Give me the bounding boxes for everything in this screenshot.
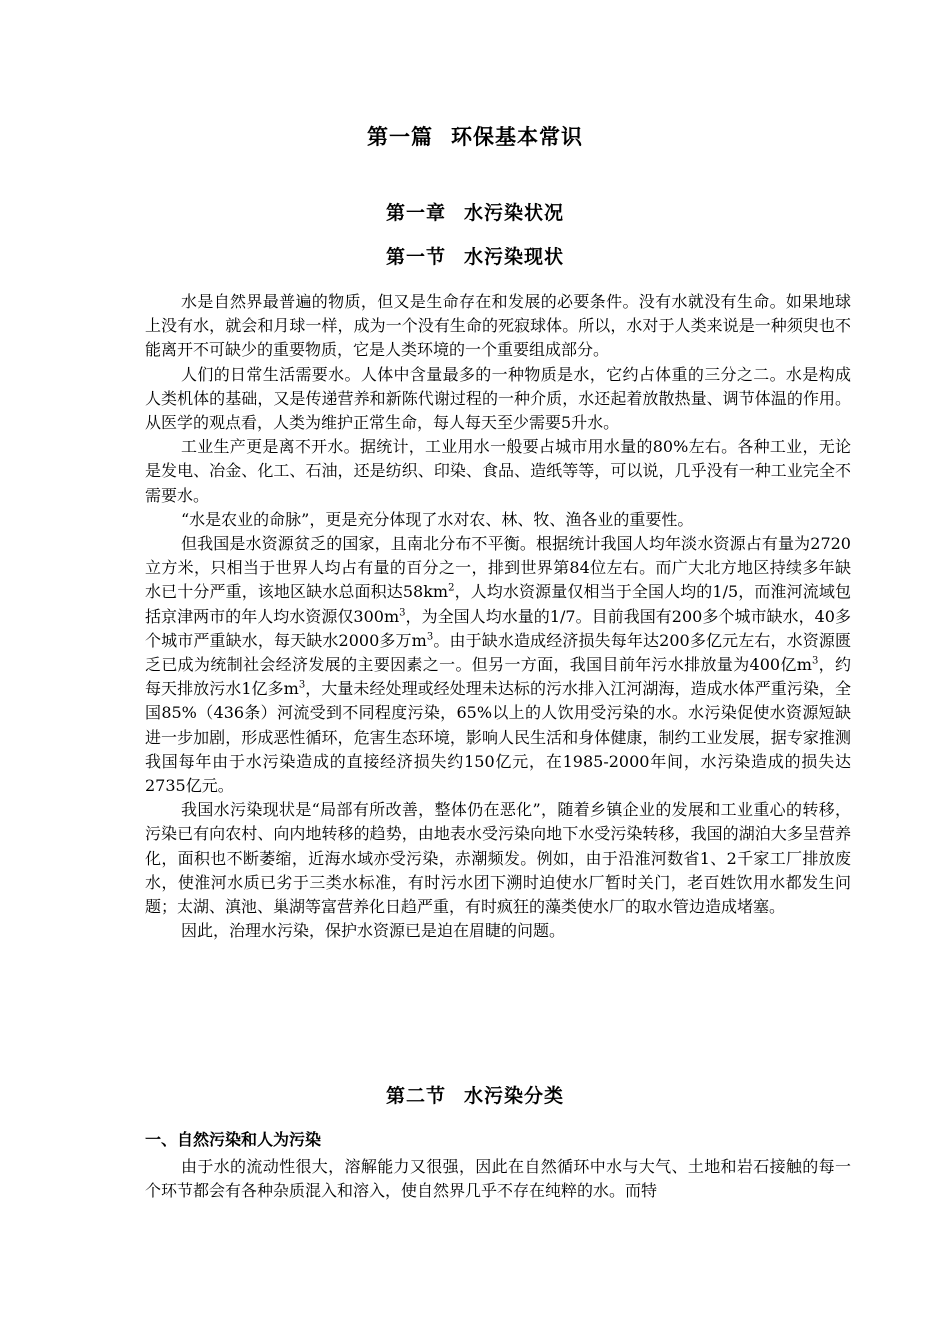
p5-text-d: 。由于缺水造成经济损失每年达200多亿元左右，水资源匮乏已成为统制社会经济发展的主要因素之一。但另一方面，我国目前年污水排放量为400亿m [145,630,851,675]
section-1-body [145,290,851,943]
part-title [0,122,950,152]
paragraph-5 [145,532,851,798]
section-2-number: 第二节 [385,1085,446,1107]
section-1-number: 第一节 [385,246,446,268]
p5-text-a: 但我国是水资源贫乏的国家，且南北分布不平衡。根据统计我国人均年淡水资源占有量为2720立方米，只相当于世界人均占有量的百分之一，排到世界第84位左右。而广大北方地区持续多年缺水已十分严重，该地区缺水总面积达58km [145,534,851,602]
chapter-title-name: 水污染状况 [464,202,565,224]
chapter-title [0,199,950,227]
paragraph-4: “水是农业的命脉”，更是充分体现了水对农、林、牧、渔各业的重要性。 [181,509,694,529]
paragraph-3: 工业生产更是离不开水。据统计，工业用水一般要占城市用水量的80%左右。各种工业，无论是发电、冶金、化工、石油，还是纺织、印染、食品、造纸等等，可以说，几乎没有一种工业完全不需要水。 [145,437,851,505]
paragraph-6: 我国水污染现状是“局部有所改善，整体仍在恶化”，随着乡镇企业的发展和工业重心的转移，污染已有向农村、向内地转移的趋势，由地表水受污染向地下水受污染转移，我国的湖泊大多呈营养化，面积也不断萎缩，近海水域亦受污染，赤潮频发。例如，由于沿淮河数省1、2千家工厂排放废水，使淮河水质已劣于三类水标准，有时污水团下溯时迫使水厂暂时关门，老百姓饮用水都发生问题；太湖、滇池、巢湖等富营养化日趋严重，有时疯狂的藻类使水厂的取水管边造成堵塞。 [145,800,851,917]
p5-superscript-4: 3 [811,655,819,667]
part-title-name: 环保基本常识 [451,125,583,149]
paragraph-2: 人们的日常生活需要水。人体中含量最多的一种物质是水，它约占体重的三分之二。水是构成人类机体的基础，又是传递营养和新陈代谢过程的一种介质，水还起着放散热量、调节体温的作用。从医学的观点看，人类为维护正常生命，每人每天至少需要5升水。 [145,364,851,433]
p5-text-f: ，大量未经处理或经处理未达标的污水排入江河湖海，造成水体严重污染，全国85%（436条）河流受到不同程度污染，65%以上的人饮用受污染的水。水污染促使水资源短缺进一步加剧，形成恶性循环，危害生态环境，影响人民生活和身体健康，制约工业发展，据专家推测我国每年由于水污染造成的直接经济损失约150亿元，在1985-2000年间，水污染造成的损失达2735亿元。 [145,679,851,796]
paragraph-1: 水是自然界最普遍的物质，但又是生命存在和发展的必要条件。没有水就没有生命。如果地球上没有水，就会和月球一样，成为一个没有生命的死寂球体。所以，水对于人类来说是一种须臾也不能离开不可缺少的重要物质，它是人类环境的一个重要组成部分。 [145,292,851,360]
section-2-title [0,1082,950,1110]
p5-superscript-1: 2 [448,583,455,595]
section-2-body [145,1155,851,1203]
chapter-title-number: 第一章 [385,202,446,224]
part-title-number: 第一篇 [367,125,433,149]
section-1-title [0,243,950,271]
p5-text-b: ，人均水资源量仅相当于全国人均的1/5，而淮河流域包括京津两市的年人均水资源仅300m [145,582,851,626]
paragraph-7: 因此，治理水污染，保护水资源已是迫在眉睫的问题。 [181,921,566,941]
section-1-name: 水污染现状 [464,246,565,268]
section-2-name: 水污染分类 [464,1085,565,1107]
subheading: 一、自然污染和人为污染 [145,1130,322,1149]
p5-text-c: ，为全国人均水量的1/7。目前我国有200多个城市缺水，40多个城市严重缺水，每天缺水2000多万m [145,606,851,650]
p5-superscript-5: 3 [298,679,306,691]
p5-superscript-3: 3 [426,631,434,643]
p5-superscript-2: 3 [399,607,406,619]
p5-text-e: ，约每天排放污水1亿多m [145,655,851,699]
paragraph-8: 由于水的流动性很大，溶解能力又很强，因此在自然循环中水与大气、土地和岩石接触的每一个环节都会有各种杂质混入和溶入，使自然界几乎不存在纯粹的水。而特 [145,1157,851,1201]
